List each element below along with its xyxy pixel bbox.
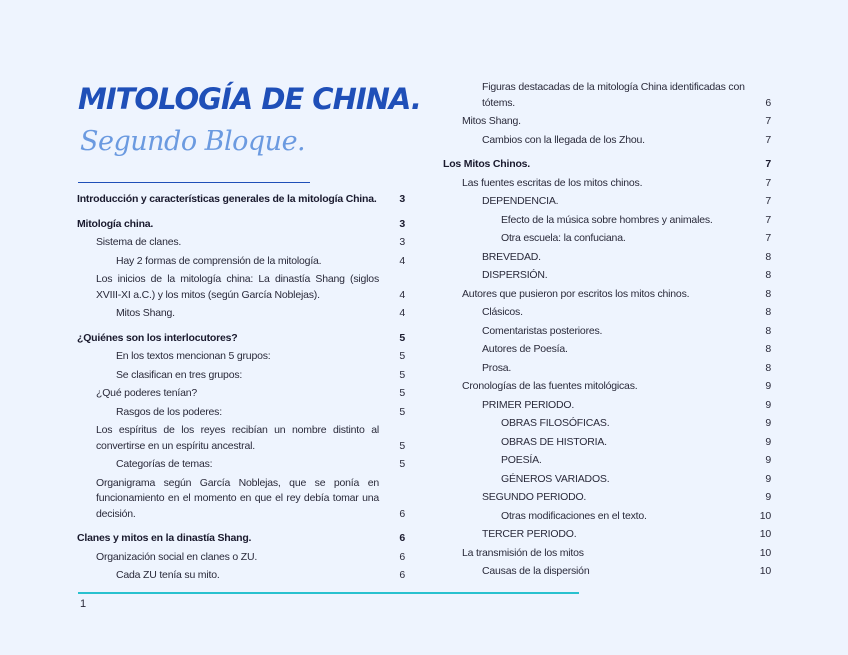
toc-entry[interactable] bbox=[77, 476, 405, 523]
toc-entry-title: OBRAS FILOSÓFICAS. bbox=[501, 417, 610, 429]
toc-entry-title: Otra escuela: la confuciana. bbox=[501, 232, 626, 244]
toc-entry[interactable] bbox=[77, 405, 405, 421]
toc-entry[interactable] bbox=[443, 250, 771, 266]
toc-entry[interactable] bbox=[443, 176, 771, 192]
toc-entry-title: POESÍA. bbox=[501, 454, 542, 466]
toc-entry-title: Organización social en clanes o ZU. bbox=[96, 550, 258, 563]
toc-entry[interactable] bbox=[443, 268, 771, 284]
toc-entry-title: Clanes y mitos en la dinastía Shang. bbox=[77, 532, 252, 544]
toc-entry-title: Cada ZU tenía su mito. bbox=[116, 569, 220, 581]
toc-entry-page: 7 bbox=[765, 176, 771, 189]
toc-entry-title: ¿Qué poderes tenían? bbox=[96, 387, 198, 399]
toc-entry-page: 9 bbox=[765, 454, 771, 466]
toc-entry-page: 8 bbox=[765, 361, 771, 374]
toc-entry[interactable] bbox=[443, 194, 771, 210]
toc-entry-page: 9 bbox=[765, 491, 771, 503]
toc-entry-page: 6 bbox=[399, 569, 405, 581]
document-subtitle: Segundo Bloque. bbox=[80, 126, 306, 157]
toc-entry-page: 3 bbox=[399, 193, 405, 205]
toc-column-right bbox=[443, 80, 771, 580]
toc-entry[interactable] bbox=[443, 546, 771, 562]
toc-entry-title: Mitología china. bbox=[77, 217, 154, 230]
toc-entry[interactable] bbox=[443, 527, 771, 543]
toc-entry-title: Los inicios de la mitología china: La dinastía Shang (siglos XVIII-XI a.C.) y los mitos (según García Noblejas). bbox=[96, 273, 379, 301]
toc-entry-page: 6 bbox=[399, 550, 405, 563]
toc-entry[interactable] bbox=[443, 379, 771, 395]
toc-entry[interactable] bbox=[443, 231, 771, 247]
toc-entry[interactable] bbox=[77, 550, 405, 566]
toc-entry-title: En los textos mencionan 5 grupos: bbox=[116, 350, 271, 362]
toc-entry-title: Autores que pusieron por escritos los mitos chinos. bbox=[462, 287, 690, 300]
toc-entry-page: 7 bbox=[765, 195, 771, 207]
toc-entry-page: 9 bbox=[765, 472, 771, 485]
toc-entry[interactable] bbox=[443, 342, 771, 358]
toc-entry-title: Figuras destacadas de la mitología China identificadas con tótems. bbox=[482, 81, 745, 109]
toc-entry-page: 5 bbox=[399, 331, 405, 344]
toc-entry-page: 10 bbox=[759, 528, 771, 540]
toc-entry-page: 9 bbox=[765, 435, 771, 448]
toc-entry-title: TERCER PERIODO. bbox=[482, 528, 577, 540]
toc-entry[interactable] bbox=[77, 349, 405, 365]
toc-entry-page: 9 bbox=[765, 380, 771, 392]
toc-entry[interactable] bbox=[443, 157, 771, 173]
toc-entry[interactable] bbox=[443, 287, 771, 303]
toc-entry-page: 10 bbox=[759, 565, 771, 577]
toc-column-left bbox=[77, 192, 405, 584]
toc-entry-title: Autores de Poesía. bbox=[482, 343, 568, 355]
toc-entry[interactable] bbox=[77, 423, 405, 454]
toc-entry[interactable] bbox=[443, 416, 771, 432]
toc-entry-title: Los espíritus de los reyes recibían un nombre distinto al convertirse en un espíritu ancestral. bbox=[96, 424, 379, 452]
toc-entry-page: 8 bbox=[765, 269, 771, 281]
toc-entry-page: 7 bbox=[765, 115, 771, 127]
page-number: 1 bbox=[80, 598, 87, 610]
document-title: MITOLOGÍA DE CHINA. bbox=[78, 82, 421, 116]
toc-entry[interactable] bbox=[77, 331, 405, 347]
toc-entry[interactable] bbox=[77, 386, 405, 402]
toc-entry-page: 8 bbox=[765, 324, 771, 337]
toc-entry[interactable] bbox=[77, 568, 405, 584]
toc-entry-page: 8 bbox=[765, 250, 771, 263]
toc-entry-title: PRIMER PERIODO. bbox=[482, 398, 575, 411]
toc-entry-page: 7 bbox=[765, 158, 771, 170]
toc-entry-page: 9 bbox=[765, 398, 771, 411]
toc-entry-title: Efecto de la música sobre hombres y animales. bbox=[501, 213, 713, 226]
toc-entry-title: Organigrama según García Noblejas, que se ponía en funcionamiento en el momento en que el rey debía tomar una decisión. bbox=[96, 476, 379, 520]
toc-entry-title: Se clasifican en tres grupos: bbox=[116, 368, 243, 381]
toc-entry-page: 10 bbox=[759, 509, 771, 522]
toc-entry-page: 4 bbox=[399, 307, 405, 319]
toc-entry-title: Prosa. bbox=[482, 361, 512, 374]
toc-entry-title: DEPENDENCIA. bbox=[482, 195, 559, 207]
toc-entry[interactable] bbox=[77, 217, 405, 233]
toc-entry[interactable] bbox=[443, 133, 771, 149]
toc-entry-page: 5 bbox=[399, 387, 405, 399]
toc-entry[interactable] bbox=[77, 457, 405, 473]
toc-entry-title: BREVEDAD. bbox=[482, 250, 541, 263]
toc-entry-title: OBRAS DE HISTORIA. bbox=[501, 435, 607, 448]
toc-entry[interactable] bbox=[443, 80, 771, 111]
toc-entry-page: 10 bbox=[759, 546, 771, 559]
toc-entry[interactable] bbox=[443, 453, 771, 469]
toc-entry-page: 6 bbox=[765, 96, 771, 109]
toc-entry-title: Hay 2 formas de comprensión de la mitología. bbox=[116, 254, 322, 267]
toc-entry[interactable] bbox=[443, 361, 771, 377]
toc-entry-page: 7 bbox=[765, 213, 771, 226]
toc-entry-page: 8 bbox=[765, 306, 771, 318]
toc-entry-title: Clásicos. bbox=[482, 306, 523, 318]
toc-entry-title: Cronologías de las fuentes mitológicas. bbox=[462, 380, 638, 392]
toc-entry-page: 6 bbox=[399, 532, 405, 544]
toc-entry-title: Comentaristas posteriores. bbox=[482, 324, 603, 337]
toc-entry-page: 4 bbox=[399, 288, 405, 301]
toc-entry[interactable] bbox=[443, 490, 771, 506]
toc-entry[interactable] bbox=[443, 398, 771, 414]
toc-entry-page: 6 bbox=[399, 507, 405, 520]
toc-entry-page: 5 bbox=[399, 368, 405, 381]
toc-entry[interactable] bbox=[77, 368, 405, 384]
toc-entry[interactable] bbox=[77, 192, 405, 208]
toc-entry-title: Las fuentes escritas de los mitos chinos. bbox=[462, 176, 643, 189]
toc-entry-title: Introducción y características generales de la mitología China. bbox=[77, 193, 377, 205]
toc-entry-title: Los Mitos Chinos. bbox=[443, 158, 531, 170]
toc-entry-page: 3 bbox=[399, 236, 405, 248]
toc-entry-title: La transmisión de los mitos bbox=[462, 546, 584, 559]
toc-entry[interactable] bbox=[443, 472, 771, 488]
toc-entry[interactable] bbox=[77, 272, 405, 303]
toc-entry[interactable] bbox=[443, 305, 771, 321]
toc-entry[interactable] bbox=[443, 509, 771, 525]
toc-entry[interactable] bbox=[443, 564, 771, 580]
toc-entry-title: Categorías de temas: bbox=[116, 458, 213, 470]
toc-entry-page: 7 bbox=[765, 232, 771, 244]
toc-entry[interactable] bbox=[77, 235, 405, 251]
toc-entry-page: 5 bbox=[399, 458, 405, 470]
title-divider bbox=[78, 182, 310, 183]
toc-entry-title: ¿Quiénes son los interlocutores? bbox=[77, 331, 238, 344]
toc-entry-page: 9 bbox=[765, 417, 771, 429]
toc-entry-title: Otras modificaciones en el texto. bbox=[501, 509, 647, 522]
toc-entry-title: Sistema de clanes. bbox=[96, 236, 182, 248]
toc-entry-title: Rasgos de los poderes: bbox=[116, 405, 222, 418]
toc-entry-title: Causas de la dispersión bbox=[482, 565, 590, 577]
toc-entry-page: 7 bbox=[765, 133, 771, 146]
toc-entry-page: 5 bbox=[399, 439, 405, 452]
footer-divider bbox=[78, 592, 579, 594]
toc-entry[interactable] bbox=[77, 306, 405, 322]
toc-entry-page: 4 bbox=[399, 254, 405, 267]
toc-entry-title: GÉNEROS VARIADOS. bbox=[501, 472, 610, 485]
toc-entry[interactable] bbox=[443, 114, 771, 130]
toc-entry[interactable] bbox=[77, 254, 405, 270]
toc-entry[interactable] bbox=[443, 435, 771, 451]
toc-entry[interactable] bbox=[443, 213, 771, 229]
toc-entry[interactable] bbox=[77, 531, 405, 547]
toc-entry-page: 8 bbox=[765, 287, 771, 300]
toc-entry-title: Mitos Shang. bbox=[462, 115, 521, 127]
toc-entry-page: 5 bbox=[399, 405, 405, 418]
toc-entry-page: 8 bbox=[765, 343, 771, 355]
toc-entry-page: 5 bbox=[399, 350, 405, 362]
toc-entry-page: 3 bbox=[399, 217, 405, 230]
toc-entry[interactable] bbox=[443, 324, 771, 340]
toc-entry-title: DISPERSIÓN. bbox=[482, 269, 548, 281]
toc-entry-title: Mitos Shang. bbox=[116, 307, 175, 319]
toc-entry-title: Cambios con la llegada de los Zhou. bbox=[482, 133, 645, 146]
toc-entry-title: SEGUNDO PERIODO. bbox=[482, 491, 587, 503]
